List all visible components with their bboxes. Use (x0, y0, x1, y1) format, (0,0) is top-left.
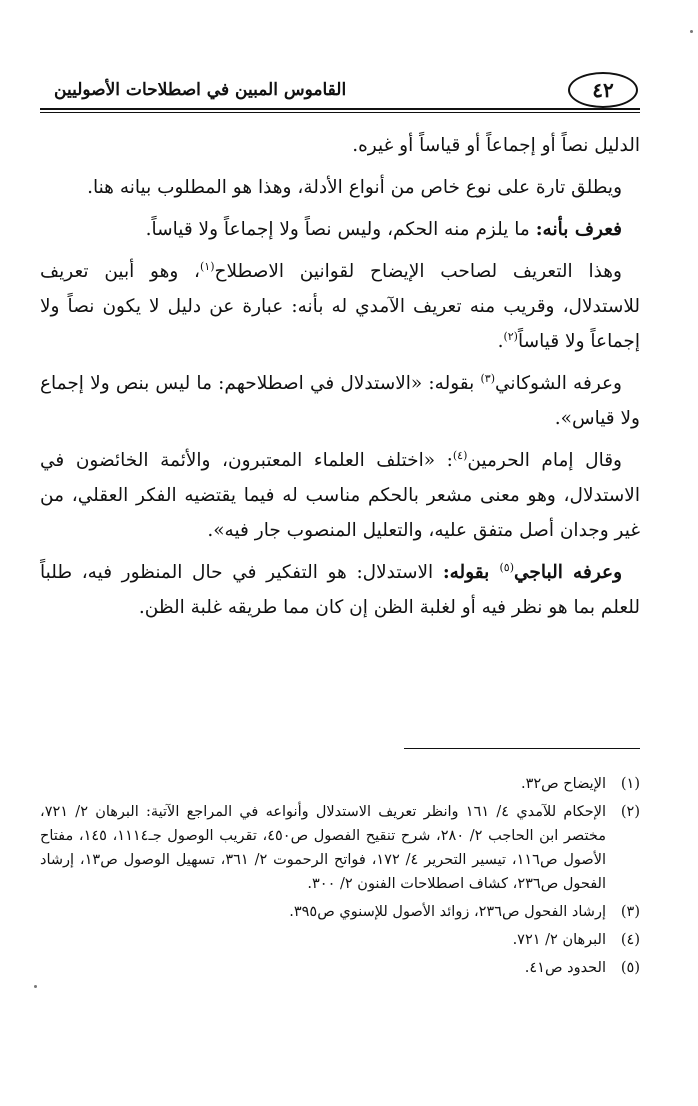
footnote-text: البرهان ٢/ ٧٢١. (512, 932, 606, 948)
scan-speck (690, 30, 693, 33)
footnote-ref-1[interactable]: (١) (199, 259, 215, 273)
footnote-5 (40, 956, 640, 980)
page-header (40, 70, 638, 110)
definition-text: ما يلزم منه الحكم، وليس نصاً ولا إجماعاً ولا قياساً. (145, 219, 536, 240)
paragraph-3 (40, 212, 640, 247)
definition-lead: فعرف بأنه: (535, 219, 622, 240)
footnote-ref-3[interactable]: (٣) (480, 371, 495, 385)
paragraph-4-part-b: ، وهو أبين تعريف للاستدلال، وقريب منه تعريف الآمدي له بأنه: عبارة عن دليل لا يكون نصاً ولا إجماعاً ولا قياساً (40, 261, 640, 352)
footnote-2 (40, 800, 640, 896)
paragraph-7-lead-2: بقوله: (442, 562, 500, 583)
footnote-number: (٥) (620, 960, 640, 976)
footnote-1 (40, 772, 640, 796)
paragraph-1: الدليل نصاً أو إجماعاً أو قياساً أو غيره. (352, 135, 640, 156)
paragraph-4-end: . (497, 331, 504, 352)
paragraph-2: ويطلق تارة على نوع خاص من أنواع الأدلة، وهذا هو المطلوب بيانه هنا. (87, 177, 622, 198)
footnote-number: (٤) (620, 932, 640, 948)
paragraph-4 (40, 254, 640, 359)
paragraph-7-text: الاستدلال: هو التفكير في حال المنظور فيه، طلباً للعلم بما هو نظر فيه أو لغلبة الظن إن كان مما طريقه غلبة الظن. (40, 562, 640, 618)
paragraph-7-lead: وعرفه الباجي (514, 562, 623, 583)
paragraph-5-part-b: بقوله: «الاستدلال في اصطلاحهم: ما ليس بنص ولا إجماع ولا قياس». (40, 373, 640, 429)
paragraph-6 (40, 443, 640, 548)
footnote-number: (٣) (620, 904, 640, 920)
header-rule-thin (40, 112, 640, 113)
footnote-3 (40, 900, 640, 924)
footnote-ref-4[interactable]: (٤) (452, 448, 468, 462)
paragraph-6-part-b: : «اختلف العلماء المعتبرون، والأئمة الخائضون في الاستدلال، وهو معنى مشعر بالحكم مناسب له فيما يقتضيه الفكر العقلي، من غير وجدان أصل متفق عليه، والتعليل المنصوب جار فيه». (40, 450, 640, 541)
footnote-number: (٢) (620, 804, 640, 820)
footnote-ref-2[interactable]: (٢) (503, 329, 518, 343)
footnote-text: الإيضاح ص٣٢. (520, 776, 606, 792)
paragraph-5 (40, 366, 640, 436)
paragraph-6-part-a: وقال إمام الحرمين (467, 450, 622, 471)
footnotes (40, 772, 640, 984)
header-rule (40, 108, 640, 110)
paragraph-7 (40, 555, 640, 625)
paragraph-4-part-a: وهذا التعريف لصاحب الإيضاح لقوانين الاصطلاح (214, 261, 622, 282)
footnote-separator (404, 748, 640, 749)
footnote-text: الحدود ص٤١. (524, 960, 606, 976)
scan-speck (34, 985, 37, 988)
footnote-text: إرشاد الفحول ص٢٣٦، زوائد الأصول للإسنوي ص٣٩٥. (289, 904, 606, 920)
footnote-ref-5[interactable]: (٥) (499, 560, 514, 574)
footnote-4 (40, 928, 640, 952)
footnote-text: الإحكام للآمدي ٤/ ١٦١ وانظر تعريف الاستدلال وأنواعه في المراجع الآتية: البرهان ٢/ ٧٢١، مختصر ابن الحاجب ٢/ ٢٨٠، شرح تنقيح الفصول ص٤٥٠، تقريب الوصول جـ١١١٤، ١٤٥، مفتاح الأصول ص١١٦، تيسير التحرير ٤/ ١٧٢، فواتح الرحموت ٢/ ٣٦١، تسهيل الوصول ص١٣، إرشاد الفحول ص٢٣٦، كشاف اصطلاحات الفنون ٢/ ٣٠٠. (40, 804, 607, 892)
page-number: ٤٢ (568, 72, 638, 108)
running-title: القاموس المبين في اصطلاحات الأصوليين (54, 80, 347, 100)
footnote-number: (١) (620, 776, 640, 792)
main-text (40, 128, 640, 632)
paragraph-5-part-a: وعرفه الشوكاني (495, 373, 622, 394)
